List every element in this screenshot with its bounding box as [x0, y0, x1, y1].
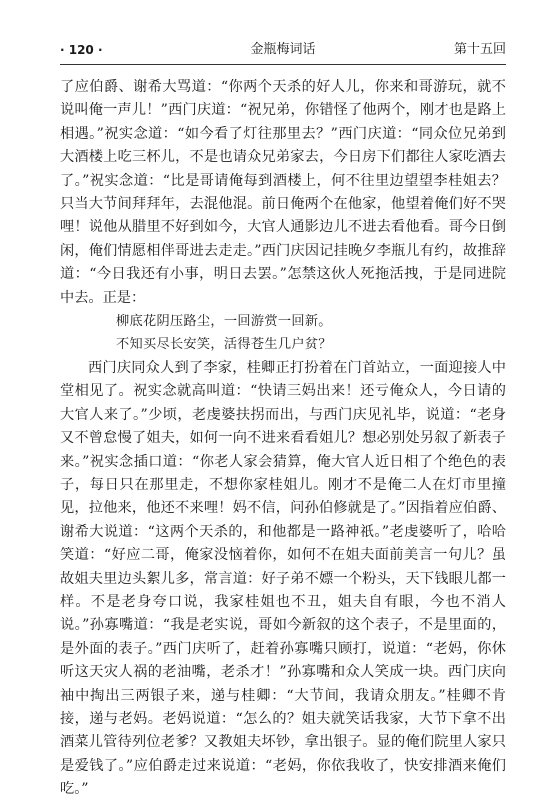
chapter-label: 第十五回: [453, 42, 506, 57]
paragraph-continuation: 了应伯爵、谢希大骂道：“你两个天杀的好人儿，你来和哥游玩，就不说叫俺一声儿！”西门庆道：“祝兄弟，你错怪了他两个，刚才也是路上相遇。”祝实念道：“如今看了灯往那里去？”西门庆道：“同众位兄弟到大酒楼上吃三杯儿，不是也请众兄弟家去，今日房下们都往人家吃酒去了。”祝实念道：“比是哥请俺每到酒楼上，何不往里边望望李桂姐去？只当大节间拜拜年，去混他混。前日俺两个在他家，他望着俺们好不哭哩！说他从腊里不好到如今，大官人通影边儿不进去看他看。哥今日倒闲，俺们情愿相伴哥进去走走。”西门庆因记挂晚夕李瓶儿有约，故推辞道：“今日我还有小事，明日去罢。”怎禁这伙人死拖活拽，于是同进院中去。正是：: [60, 79, 506, 306]
page-number: · 120 ·: [60, 43, 103, 57]
page-header: [60, 40, 506, 60]
running-title: 金瓶梅词话: [250, 42, 316, 57]
verse-line-1: 柳底花阴压路尘，一回游赏一回新。: [116, 314, 332, 330]
verse-line-2: 不知买尽长安笑，活得苍生几户贫？: [116, 337, 332, 353]
header-rule: [60, 64, 506, 65]
paragraph: 西门庆同众人到了李家，桂卿正打扮着在门首站立，一面迎接人中堂相见了。祝实念就高叫道：“快请三妈出来！还亏俺众人，今日请的大官人来了。”少顷，老虔婆扶拐而出，与西门庆见礼毕，说道：“老身又不曾怠慢了姐夫，如何一向不进来看看姐儿？想必别处另叙了新表子来。”祝实念插口道：“你老人家会猜算，俺大官人近日相了个绝色的表子，每日只在那里走，不想你家桂姐儿。刚才不是俺二人在灯市里撞见，拉他来，他还不来哩！妈不信，问孙伯修就是了。”因指着应伯爵、谢希大说道：“这两个天杀的，和他都是一路神祇。”老虔婆听了，哈哈笑道：“好应二哥，俺家没恼着你，如何不在姐夫面前美言一句儿？虽故姐夫里边头絮儿多，常言道：好子弟不嫖一个粉头，天下钱眼儿都一样。不是老身夸口说，我家桂姐也不丑，姐夫自有眼，今也不消人说。”孙寡嘴道：“我是老实说，哥如今新叙的这个表子，不是里面的，是外面的表子。”西门庆听了，赶着孙寡嘴只顾打，说道：“老妈，你休听这天灾人祸的老油嘴，老杀才！”孙寡嘴和众人笑成一块。西门庆向袖中掏出三两银子来，递与桂卿：“大节间，我请众朋友。”桂卿不肯接，递与老妈。老妈说道：“怎么的？姐夫就笑话我家，大节下拿不出酒菜儿管待列位老爹？又教姐夫坏钞，拿出银子。显的俺们院里人家只是爱钱了。”应伯爵走过来说道：“老妈，你依我收了，快安排酒来俺们吃。”: [60, 359, 506, 798]
body-text: [60, 76, 506, 802]
